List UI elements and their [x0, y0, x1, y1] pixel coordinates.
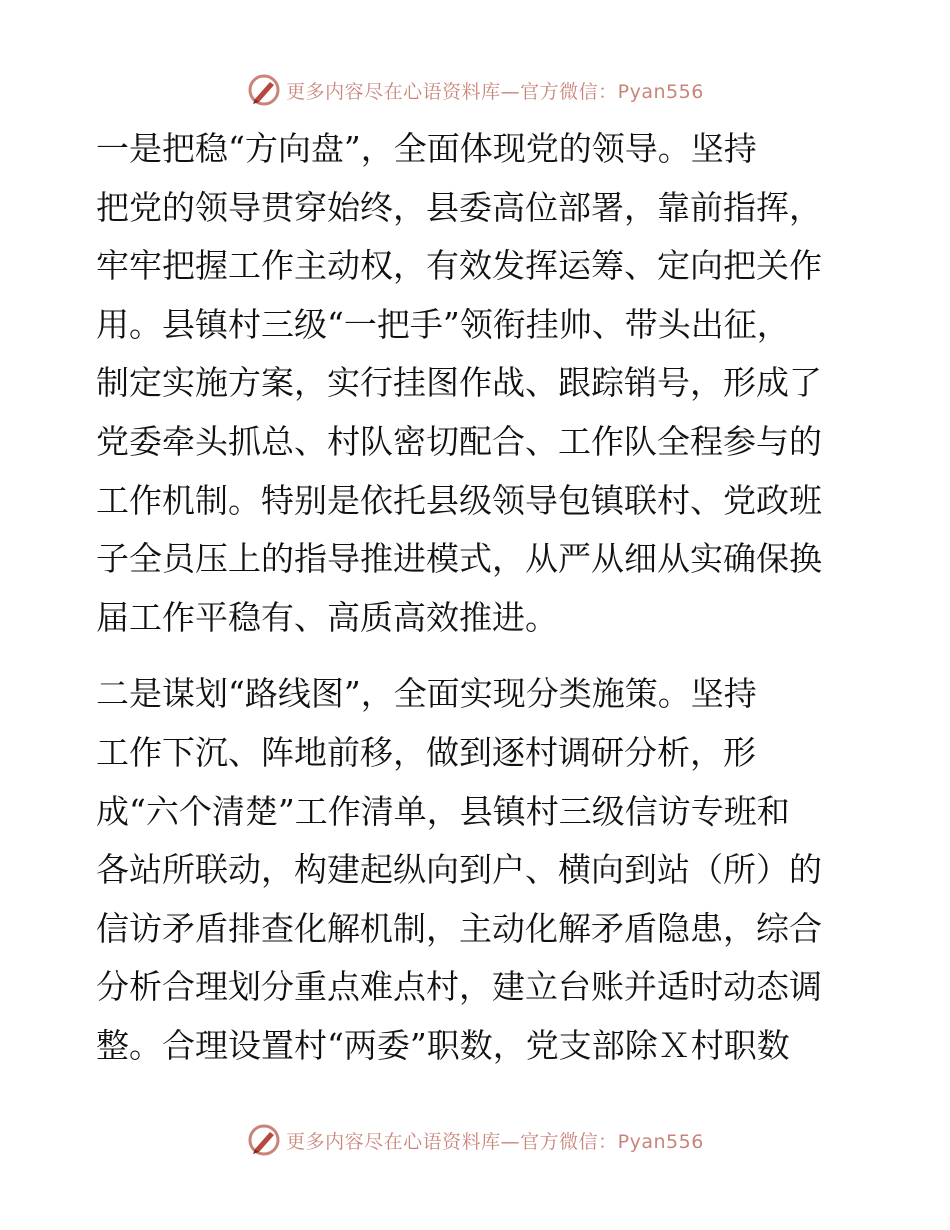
text-line: 用。县镇村三级“一把手”领衔挂帅、带头出征， — [96, 304, 790, 344]
text-line: 二是谋划“路线图”，全面实现分类施策。坚持 — [96, 674, 757, 714]
watermark-header — [0, 70, 950, 110]
text-line: 整。合理设置村“两委”职数，党支部除Ｘ村职数 — [96, 1025, 790, 1065]
text-line: 届工作平稳有、高质高效推进。 — [96, 597, 558, 637]
text-line: 一是把稳“方向盘”，全面体现党的领导。坚持 — [96, 129, 757, 168]
pen-circle-logo-icon — [246, 1122, 282, 1158]
text-line: 党委牵头抓总、村队密切配合、工作队全程参与的 — [96, 421, 822, 461]
watermark-text: 更多内容尽在心语资料库—官方微信：Pyan556 — [286, 1130, 704, 1153]
text-line: 信访矛盾排查化解机制，主动化解矛盾隐患，综合 — [96, 908, 822, 948]
body-text — [96, 120, 856, 1076]
text-line: 各站所联动，构建起纵向到户、横向到站（所）的 — [96, 850, 822, 890]
text-line: 把党的领导贯穿始终，县委高位部署，靠前指挥， — [96, 187, 822, 227]
text-line: 工作下沉、阵地前移，做到逐村调研分析，形 — [96, 732, 756, 772]
paragraph — [96, 120, 856, 647]
text-line: 工作机制。特别是依托县级领导包镇联村、党政班 — [96, 480, 822, 520]
pen-circle-logo-icon — [246, 72, 282, 108]
paragraph-gap — [96, 647, 856, 665]
text-line: 子全员压上的指导推进模式，从严从细从实确保换 — [96, 539, 822, 579]
text-line: 成“六个清楚”工作清单，县镇村三级信访专班和 — [96, 791, 790, 831]
watermark-footer — [0, 1120, 950, 1160]
watermark-text: 更多内容尽在心语资料库—官方微信：Pyan556 — [286, 80, 704, 103]
paragraph — [96, 665, 856, 1075]
text-line: 分析合理划分重点难点村，建立台账并适时动态调 — [96, 967, 822, 1007]
text-line: 牢牢把握工作主动权，有效发挥运筹、定向把关作 — [96, 246, 822, 286]
text-line: 制定实施方案，实行挂图作战、跟踪销号，形成了 — [96, 363, 822, 403]
